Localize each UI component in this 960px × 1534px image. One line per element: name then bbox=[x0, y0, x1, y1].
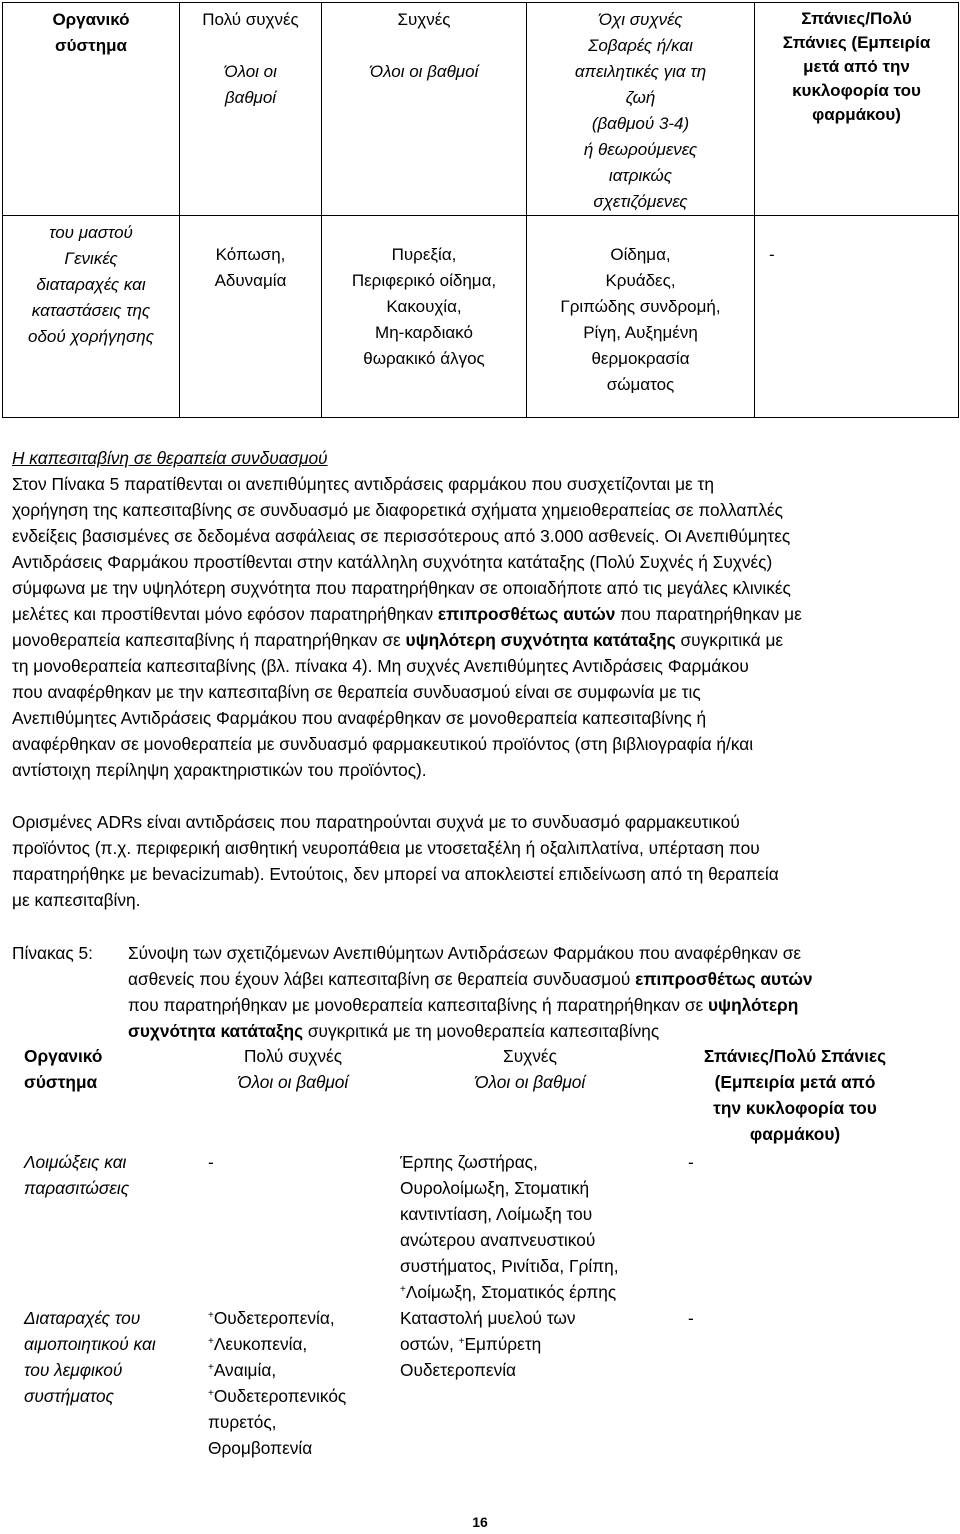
section-line: Ανεπιθύμητες Αντιδράσεις Φαρμάκου που αναφέρθηκαν σε μονοθεραπεία καπεσιταβίνης ή bbox=[12, 708, 707, 728]
row-infections-common: Έρπης ζωστήρας, Ουρολοίμωξη, Στοματική καντιντίαση, Λοίμωξη του ανώτερου αναπνευστικού συστήματος, Ρινίτιδα, Γρίπη, +Λοίμωξη, Στοματικός έρπης bbox=[400, 1152, 619, 1302]
top-adr-table bbox=[2, 2, 959, 418]
section-line: Στον Πίνακα 5 παρατίθενται οι ανεπιθύμητες αντιδράσεις φαρμάκου που συσχετίζονται με τη bbox=[12, 474, 714, 494]
top-table-header-row bbox=[3, 3, 959, 216]
row-organ-blood-lymphatic: Διαταραχές του αιμοποιητικού και του λεμφικού συστήματος bbox=[24, 1308, 156, 1406]
top-header-very-common: Πολύ συχνές Όλοι οι βαθμοί bbox=[180, 3, 322, 216]
row-blood-common: Καταστολή μυελού των οστών, +Εμπύρετη Ουδετεροπενία bbox=[400, 1308, 576, 1380]
top-header-uncommon: Όχι συχνές Σοβαρές ή/και απειλητικές για τη ζωή (βαθμού 3-4) ή θεωρούμενες ιατρικώς σχετιζόμενες bbox=[527, 3, 755, 216]
section-line: χορήγηση της καπεσιταβίνης σε συνδυασμό με διαφορετικά σχήματα χημειοθεραπείας σε πολλαπλές bbox=[12, 500, 783, 520]
top-row-organ: του μαστού Γενικές διαταραχές και καταστάσεις της οδού χορήγησης bbox=[3, 216, 180, 418]
section-line: μελέτες και προστίθενται μόνο εφόσον παρατηρήθηκαν επιπροσθέτως αυτών που παρατηρήθηκαν με bbox=[12, 604, 802, 624]
section-line: αντίστοιχη περίληψη χαρακτηριστικών του προϊόντος). bbox=[12, 760, 427, 780]
top-row-very-common: Κόπωση, Αδυναμία bbox=[180, 216, 322, 418]
bottom-header-organ: Οργανικό σύστημα bbox=[24, 1046, 103, 1092]
combination-section bbox=[12, 445, 952, 783]
adr-note-paragraph: Ορισμένες ADRs είναι αντιδράσεις που παρατηρούνται συχνά με το συνδυασμό φαρμακευτικού προϊόντος (π.χ. περιφερική αισθητική νευροπάθεια με ντοσεταξέλη ή οξαλιπλατίνα, υπέρταση που παρατηρήθηκε με bevacizumab). Εντούτοις, δεν μπορεί να αποκλειστεί επιδείνωση από τη θεραπεία με καπεσιταβίνη. bbox=[12, 812, 779, 910]
section-line: αναφέρθηκαν σε μονοθεραπεία με συνδυασμό φαρμακευτικού προϊόντος (στη βιβλιογραφία ή/και bbox=[12, 734, 754, 754]
row-organ-infections: Λοιμώξεις και παρασιτώσεις bbox=[24, 1152, 130, 1198]
section-line: σύμφωνα με την υψηλότερη συχνότητα που παρατηρήθηκαν σε οποιαδήποτε από τις μεγάλες κλινικές bbox=[12, 578, 791, 598]
section-heading: Η καπεσιταβίνη σε θεραπεία συνδυασμού bbox=[12, 448, 328, 468]
row-infections-very-common: - bbox=[208, 1152, 214, 1172]
top-table-row-general bbox=[3, 216, 959, 418]
section-line: Αντιδράσεις Φαρμάκου προστίθενται στην κατάλληλη συχνότητα κατάταξης (Πολύ Συχνές ή Συχνές) bbox=[12, 552, 773, 572]
top-header-common: Συχνές Όλοι οι βαθμοί bbox=[322, 3, 527, 216]
top-header-rare: Σπάνιες/Πολύ Σπάνιες (Εμπειρία μετά από την κυκλοφορία του φαρμάκου) bbox=[755, 3, 959, 216]
table-caption-label: Πίνακας 5: bbox=[12, 943, 93, 963]
top-row-common: Πυρεξία, Περιφερικό οίδημα, Κακουχία, Μη-καρδιακό θωρακικό άλγος bbox=[322, 216, 527, 418]
section-line: τη μονοθεραπεία καπεσιταβίνης (βλ. πίνακα 4). Μη συχνές Ανεπιθύμητες Αντιδράσεις Φαρμάκου bbox=[12, 656, 749, 676]
table-caption-text: Σύνοψη των σχετιζόμενων Ανεπιθύμητων Αντιδράσεων Φαρμάκου που αναφέρθηκαν σε ασθενείς που έχουν λάβει καπεσιταβίνη σε θεραπεία συνδυασμού επιπροσθέτως αυτών που παρατηρήθηκαν με μονοθεραπεία καπεσιταβίνης ή παρατηρήθηκαν σε υψηλότερη συχνότητα κατάταξης συγκριτικά με τη μονοθεραπεία καπεσιταβίνης bbox=[128, 943, 813, 1041]
section-line: που αναφέρθηκαν με την καπεσιταβίνη σε θεραπεία συνδυασμού είναι σε συμφωνία με τις bbox=[12, 682, 701, 702]
bottom-header-very-common: Πολύ συχνές Όλοι οι βαθμοί bbox=[237, 1046, 349, 1092]
section-line: μονοθεραπεία καπεσιταβίνης ή παρατηρήθηκαν σε υψηλότερη συχνότητα κατάταξης συγκριτικά με bbox=[12, 630, 784, 650]
bottom-header-rare: Σπάνιες/Πολύ Σπάνιες (Εμπειρία μετά από την κυκλοφορία του φαρμάκου) bbox=[703, 1046, 887, 1144]
top-row-rare: - bbox=[755, 216, 959, 418]
top-row-uncommon: Οίδημα, Κρυάδες, Γριπώδης συνδρομή, Ρίγη, Αυξημένη θερμοκρασία σώματος bbox=[527, 216, 755, 418]
row-blood-rare: - bbox=[688, 1308, 694, 1328]
top-header-organ: Οργανικό σύστημα bbox=[3, 3, 180, 216]
bottom-header-common: Συχνές Όλοι οι βαθμοί bbox=[474, 1046, 586, 1092]
section-line: ενδείξεις βασισμένες σε δεδομένα ασφάλειας σε περισσότερους από 3.000 ασθενείς. Οι Ανεπιθύμητες bbox=[12, 526, 791, 546]
page-number: 16 bbox=[472, 1514, 488, 1530]
row-infections-rare: - bbox=[688, 1152, 694, 1172]
row-blood-very-common: +Ουδετεροπενία, +Λευκοπενία, +Αναιμία, +Ουδετεροπενικός πυρετός, Θρομβοπενία bbox=[208, 1308, 347, 1458]
